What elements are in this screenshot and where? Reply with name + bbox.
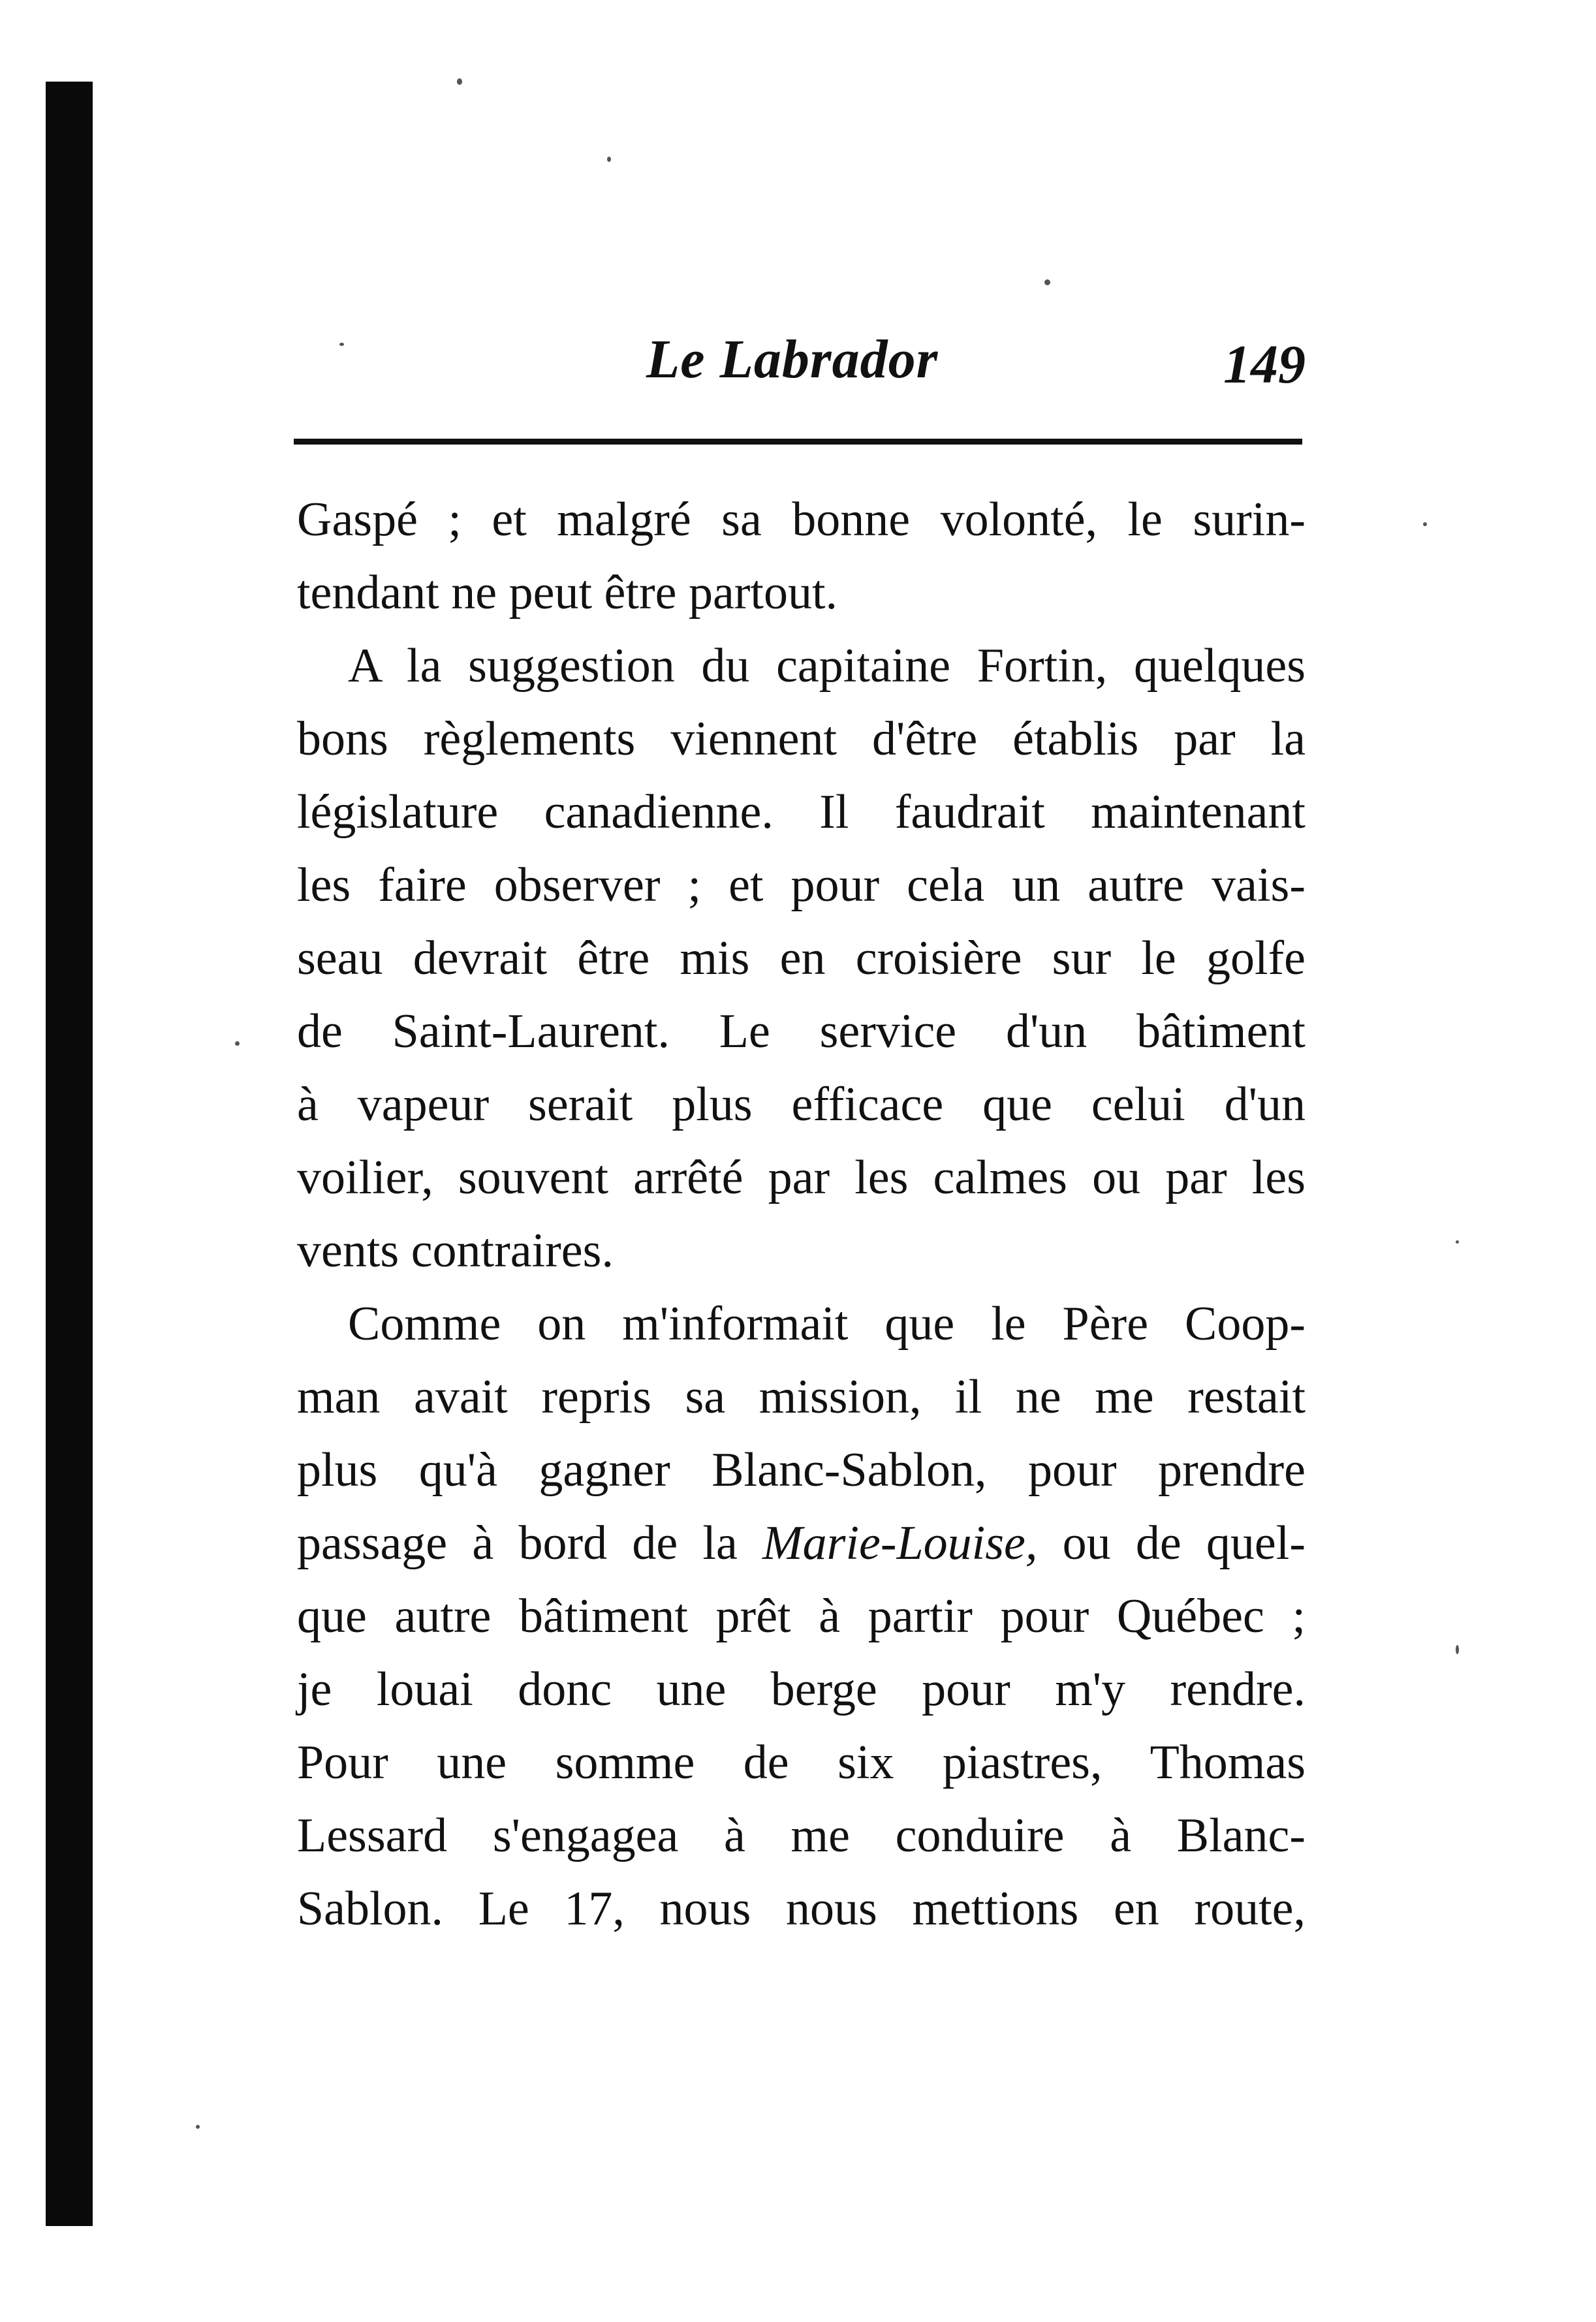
- header-rule: [294, 439, 1302, 445]
- scan-speck: [457, 78, 462, 85]
- text-line: de Saint-Laurent. Le service d'un bâtiment: [297, 1005, 1306, 1058]
- book-spine-shadow: [46, 82, 93, 2226]
- text-line: Sablon. Le 17, nous nous mettions en route,: [297, 1882, 1306, 1936]
- text-line: man avait repris sa mission, il ne me restait: [297, 1370, 1306, 1424]
- body-text: [297, 483, 1306, 1945]
- scan-speck: [1456, 1645, 1459, 1654]
- text-line: A la suggestion du capitaine Fortin, quelques: [348, 639, 1306, 693]
- text-line: les faire observer ; et pour cela un autre vais-: [297, 858, 1306, 912]
- text-fragment: ou de quel-: [1037, 1516, 1306, 1570]
- text-fragment: passage à bord de la: [297, 1516, 763, 1570]
- text-line: plus qu'à gagner Blanc-Sablon, pour prendre: [297, 1443, 1306, 1497]
- text-line: que autre bâtiment prêt à partir pour Québec ;: [297, 1590, 1306, 1643]
- text-line: seau devrait être mis en croisière sur le golfe: [297, 932, 1306, 985]
- scan-speck: [235, 1041, 240, 1046]
- scan-speck: [1044, 279, 1050, 285]
- text-line: Lessard s'engagea à me conduire à Blanc-: [297, 1809, 1306, 1862]
- running-head: Le Labrador: [646, 329, 939, 390]
- page-number: 149: [1223, 334, 1306, 395]
- text-line: vents contraires.: [297, 1224, 614, 1278]
- scan-speck: [607, 157, 611, 162]
- text-line-with-ship-name: [297, 1507, 1306, 1580]
- page-header: [294, 313, 1306, 405]
- scan-speck: [1423, 522, 1427, 526]
- text-line: à vapeur serait plus efficace que celui d'un: [297, 1078, 1306, 1131]
- text-line: Comme on m'informait que le Père Coop-: [348, 1297, 1306, 1351]
- text-line: bons règlements viennent d'être établis par la: [297, 712, 1306, 766]
- text-line: législature canadienne. Il faudrait maintenant: [297, 785, 1306, 839]
- scan-speck: [1456, 1240, 1459, 1244]
- text-line: voilier, souvent arrêté par les calmes ou par les: [297, 1151, 1306, 1204]
- ship-name: Marie-Louise,: [762, 1516, 1038, 1570]
- scan-speck: [196, 2125, 200, 2129]
- text-line: tendant ne peut être partout.: [297, 566, 838, 620]
- text-line: je louai donc une berge pour m'y rendre.: [297, 1663, 1306, 1716]
- text-line: Gaspé ; et malgré sa bonne volonté, le surin-: [297, 493, 1306, 546]
- text-line: Pour une somme de six piastres, Thomas: [297, 1736, 1306, 1789]
